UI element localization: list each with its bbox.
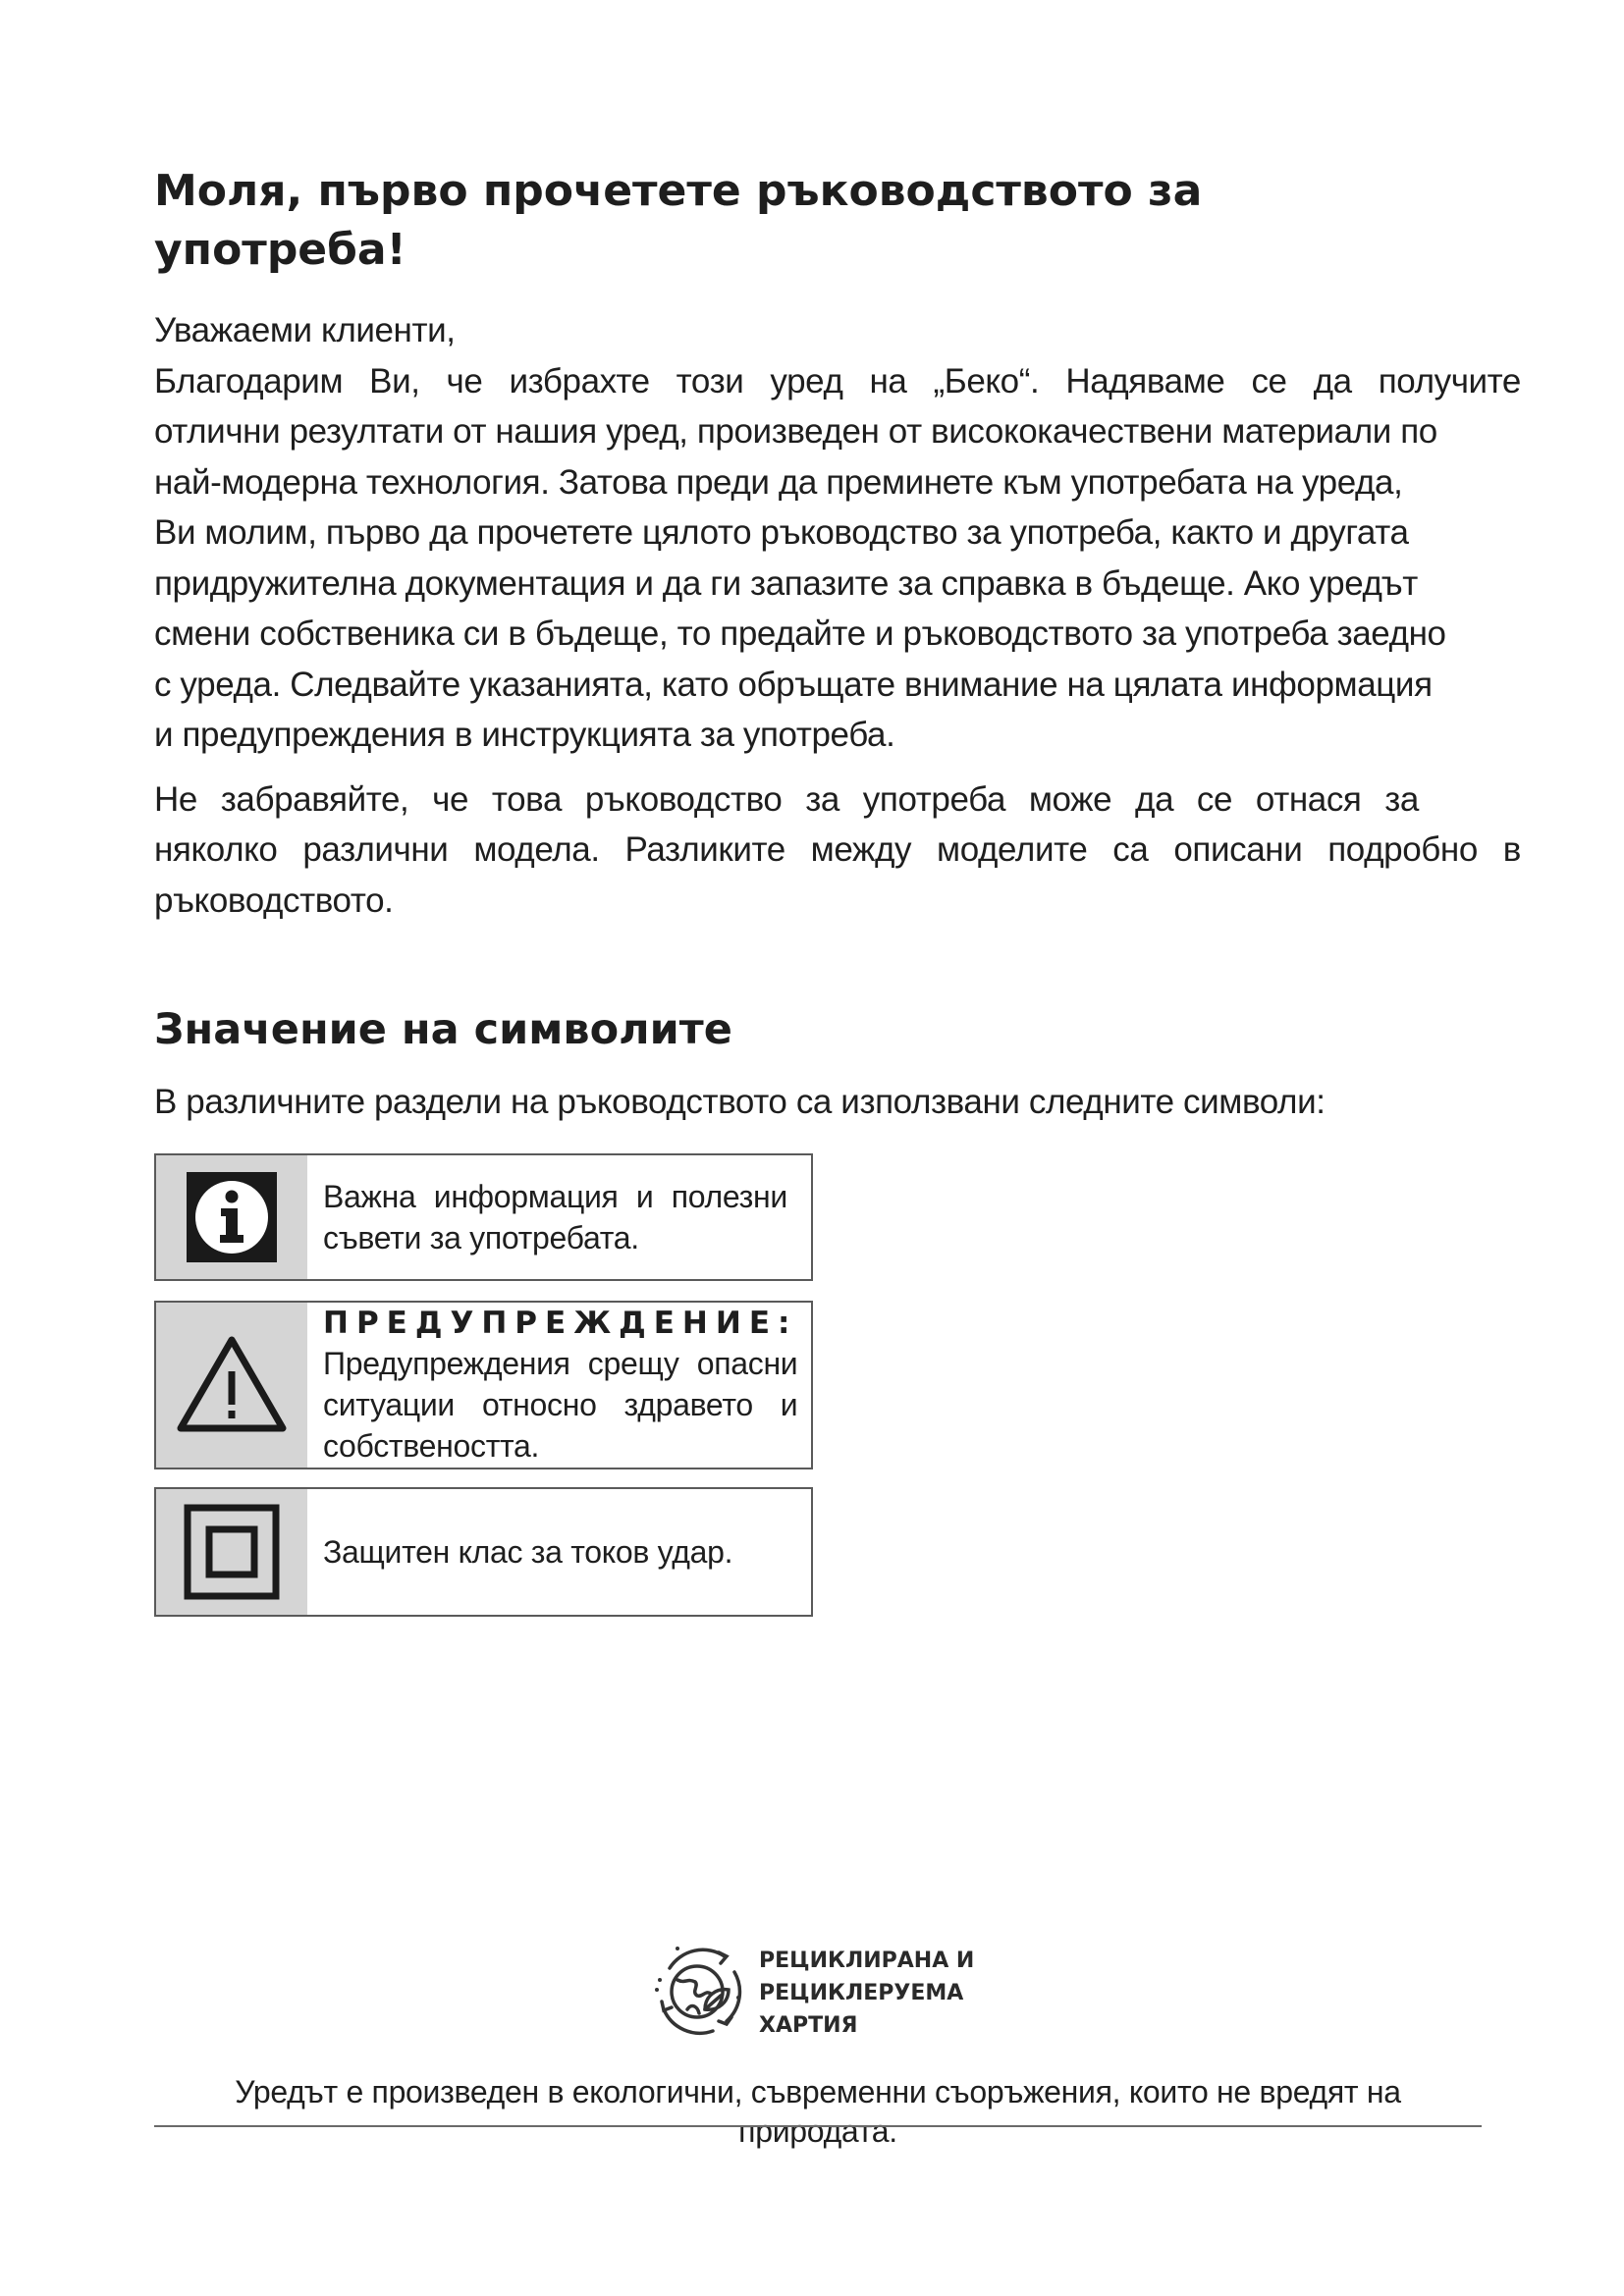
info-icon [185,1170,279,1264]
note-line: няколко различни модела. Разликите между моделите са описани подробно в [154,830,1521,869]
eco-label-line: РЕЦИКЛЕРУЕМА [759,1981,964,2005]
symbol-row-info [154,1153,813,1281]
description-line: собствеността. [323,1427,540,1464]
double-square-icon [183,1503,281,1601]
intro-paragraph [154,356,1521,761]
intro-line: смени собственика си в бъдеще, то предайте и ръководството за употреба заедно [154,614,1446,653]
intro-line: Ви молим, първо да прочетете цялото ръководство за употреба, както и другата [154,513,1409,552]
note-line: Не забравяйте, че това ръководство за употреба може да се отнася за [154,779,1419,819]
warning-triangle-icon [175,1334,289,1436]
models-note-paragraph [154,774,1521,927]
symbol-row-protection-class [154,1487,813,1617]
intro-line: отлични резултати от нашия уред, произведен от висококачествени материали по [154,412,1437,451]
intro-line: и предупреждения в инструкцията за употреба. [154,716,895,754]
page-title: Моля, първо прочетете ръководството за употреба! [154,166,1203,275]
recycle-leaf-globe-icon [648,1939,750,2041]
eco-paper-label [648,1939,1001,2047]
footer-note: Уредът е произведен в екологични, съвременни съоръжения, които не вредят на природата. [235,2074,1401,2149]
document-page [154,162,1521,1617]
section-title: Значение на символите [154,1005,732,1054]
symbol-description [307,1155,811,1279]
icon-cell [156,1489,307,1615]
greeting: Уважаеми клиенти, [154,311,456,349]
description-line: съвети за употребата. [323,1219,639,1255]
description-line: Важна информация и полезни [323,1178,787,1214]
symbol-description [307,1489,811,1615]
note-line: ръководството. [154,881,394,920]
eco-label-line: ХАРТИЯ [759,2013,858,2038]
eco-label-text [759,1945,974,2042]
icon-cell [156,1155,307,1279]
eco-label-line: РЕЦИКЛИРАНА И [759,1949,975,1973]
description-line: Предупреждения срещу опасни [323,1345,798,1381]
symbol-description [307,1303,821,1468]
description-line: ситуации относно здравето и [323,1386,798,1422]
warning-heading: ПРЕДУПРЕЖДЕНИЕ: [323,1305,798,1341]
intro-line: придружителна документация и да ги запазите за справка в бъдеще. Ако уредът [154,563,1418,603]
section-intro: В различните раздели на ръководството са използвани следните символи: [154,1083,1326,1121]
footer-divider [154,2125,1482,2127]
intro-line: с уреда. Следвайте указанията, като обръщате внимание на цялата информация [154,665,1433,704]
icon-cell [156,1303,307,1468]
intro-line: Благодарим Ви, че избрахте този уред на „Беко“. Надяваме се да получите [154,361,1521,400]
description-line: Защитен клас за токов удар. [323,1533,733,1570]
intro-line: най-модерна технология. Затова преди да преминете към употребата на уреда, [154,462,1403,502]
symbol-row-warning [154,1301,813,1469]
